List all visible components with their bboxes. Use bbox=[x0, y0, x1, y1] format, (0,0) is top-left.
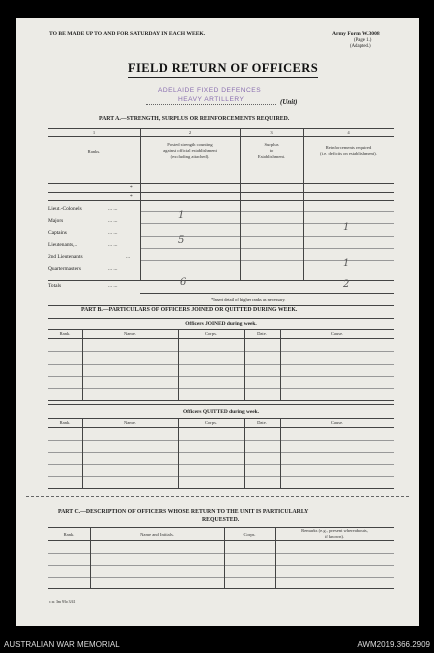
footer-institution: AUSTRALIAN WAR MEMORIAL bbox=[4, 640, 120, 649]
quitted-col-rank: Rank. bbox=[59, 420, 71, 425]
part-c-title-line2: REQUESTED. bbox=[202, 517, 240, 523]
col-header-posted-l2: against official establishment bbox=[163, 148, 217, 153]
quitted-col-corps: Corps. bbox=[204, 420, 218, 425]
quitted-title: Officers QUITTED during week. bbox=[182, 409, 260, 415]
reinf-quartermasters-value: 1 bbox=[343, 258, 350, 269]
posted-lieutenants-value: 5 bbox=[178, 235, 185, 246]
instruction-text: TO BE MADE UP TO AND FOR SATURDAY IN EACH WEEK. bbox=[49, 31, 206, 37]
form-page: (Page 1.) bbox=[354, 38, 372, 43]
joined-col-date: Date. bbox=[257, 331, 267, 336]
form-page: TO BE MADE UP TO AND FOR SATURDAY IN EACH WEEK. Army Form W.3008 (Page 1.) (Adapted.) FIELD RETURN OF OFFICERS ADELAIDE FIXED DEFENCES HEAVY ARTILLERY (Unit) PART A.—STRENGTH, SURPLUS OR REINFORCEMENTS REQUIRED. 1 2 3 4 Ranks. Posted strength counting against official establishment (excluding attached). Surplus to Establishment. Reinforcements required (i.e. deficits on establishment). * * Lieut.-Colonels ... ... Majors ... ... Captains ... ... Lieutenants,.. ... ... 2nd Lieutenants ... Quartermasters ... ... 1 5 1 1 Totals ... ... 6 2 *Insert detail of higher ranks as necessary. PART B.—PARTICULARS OF OFFICERS JOINED OR QUITTED DURING WEEK. Officers JOINED during week. Rank. Name. Corps. Date. Cause. Officers QUITTED during week. Rank. Name. Corps. Date. Cause. PART C.—DESCRIPTION OF OFFICERS WHOSE RETURN TO THE UNIT IS PARTICULARLY REQUESTED. Rank. Name and Initials. Corps. Remarks (e.g., present whereabouts, if known). c.w. 3m 9/lo 3/41 bbox=[16, 18, 419, 626]
col-number-4: 4 bbox=[347, 130, 350, 135]
reinf-captains-value: 1 bbox=[343, 222, 350, 233]
part-c-col-rank: Rank. bbox=[63, 532, 75, 537]
form-adapted: (Adapted.) bbox=[350, 44, 371, 49]
reinf-totals-value: 2 bbox=[343, 279, 350, 290]
quitted-col-date: Date. bbox=[257, 420, 267, 425]
part-c-col-remarks-l1: Remarks (e.g., present whereabouts, bbox=[301, 528, 368, 533]
part-b-title: PART B.—PARTICULARS OF OFFICERS JOINED OR QUITTED DURING WEEK. bbox=[81, 307, 298, 313]
col-header-surplus-l1: Surplus bbox=[264, 142, 279, 147]
perforation-line bbox=[26, 496, 409, 497]
quitted-col-cause: Cause. bbox=[330, 420, 344, 425]
col-number-2: 2 bbox=[188, 130, 192, 135]
print-code: c.w. 3m 9/lo 3/41 bbox=[49, 600, 76, 604]
unit-dotted-line bbox=[146, 104, 276, 105]
col-number-1: 1 bbox=[92, 130, 96, 135]
page-title: FIELD RETURN OF OFFICERS bbox=[128, 61, 318, 78]
col-header-surplus-l3: Establishment. bbox=[257, 154, 286, 159]
joined-col-name: Name. bbox=[123, 331, 137, 336]
posted-majors-value: 1 bbox=[178, 210, 185, 221]
rank-label: Quartermasters bbox=[48, 266, 81, 272]
part-c-col-corps: Corps. bbox=[243, 532, 256, 537]
posted-totals-value: 6 bbox=[180, 277, 187, 288]
rank-label: 2nd Lieutenants bbox=[48, 254, 83, 260]
footer-accession-number: AWM2019.366.2909 bbox=[357, 640, 430, 649]
joined-title: Officers JOINED during week. bbox=[185, 321, 257, 327]
rank-label: Majors bbox=[48, 218, 64, 224]
form-number: Army Form W.3008 bbox=[332, 31, 380, 37]
joined-col-corps: Corps. bbox=[204, 331, 218, 336]
unit-stamp-line2: HEAVY ARTILLERY bbox=[178, 96, 245, 103]
unit-stamp-line1: ADELAIDE FIXED DEFENCES bbox=[158, 87, 262, 94]
col-header-reinf-l1: Reinforcements required bbox=[325, 145, 372, 150]
totals-label: Totals bbox=[48, 283, 62, 289]
footnote: *Insert detail of higher ranks as necessary. bbox=[211, 297, 286, 302]
quitted-col-name: Name. bbox=[123, 420, 137, 425]
rank-label: Lieut.-Colonels bbox=[48, 206, 82, 212]
joined-col-rank: Rank. bbox=[59, 331, 71, 336]
rank-label: Lieutenants,.. bbox=[48, 242, 78, 248]
col-header-surplus-l2: to bbox=[269, 148, 274, 153]
part-c-col-name: Name and Initials. bbox=[140, 532, 174, 537]
part-c-title-line1: PART C.—DESCRIPTION OF OFFICERS WHOSE RETURN TO THE UNIT IS PARTICULARLY bbox=[58, 509, 309, 515]
col-header-posted-l3: (excluding attached). bbox=[170, 154, 210, 159]
col-header-ranks: Ranks. bbox=[87, 149, 101, 154]
part-a-title: PART A.—STRENGTH, SURPLUS OR REINFORCEMENTS REQUIRED. bbox=[99, 116, 290, 122]
part-c-col-remarks-l2: if known). bbox=[324, 534, 345, 539]
col-header-reinf-l2: (i.e. deficits on establishment). bbox=[320, 151, 377, 156]
unit-label: (Unit) bbox=[280, 98, 298, 106]
col-number-3: 3 bbox=[270, 130, 273, 135]
joined-col-cause: Cause. bbox=[330, 331, 344, 336]
rank-label: Captains bbox=[48, 230, 67, 236]
col-header-posted-l1: Posted strength counting bbox=[167, 142, 213, 147]
